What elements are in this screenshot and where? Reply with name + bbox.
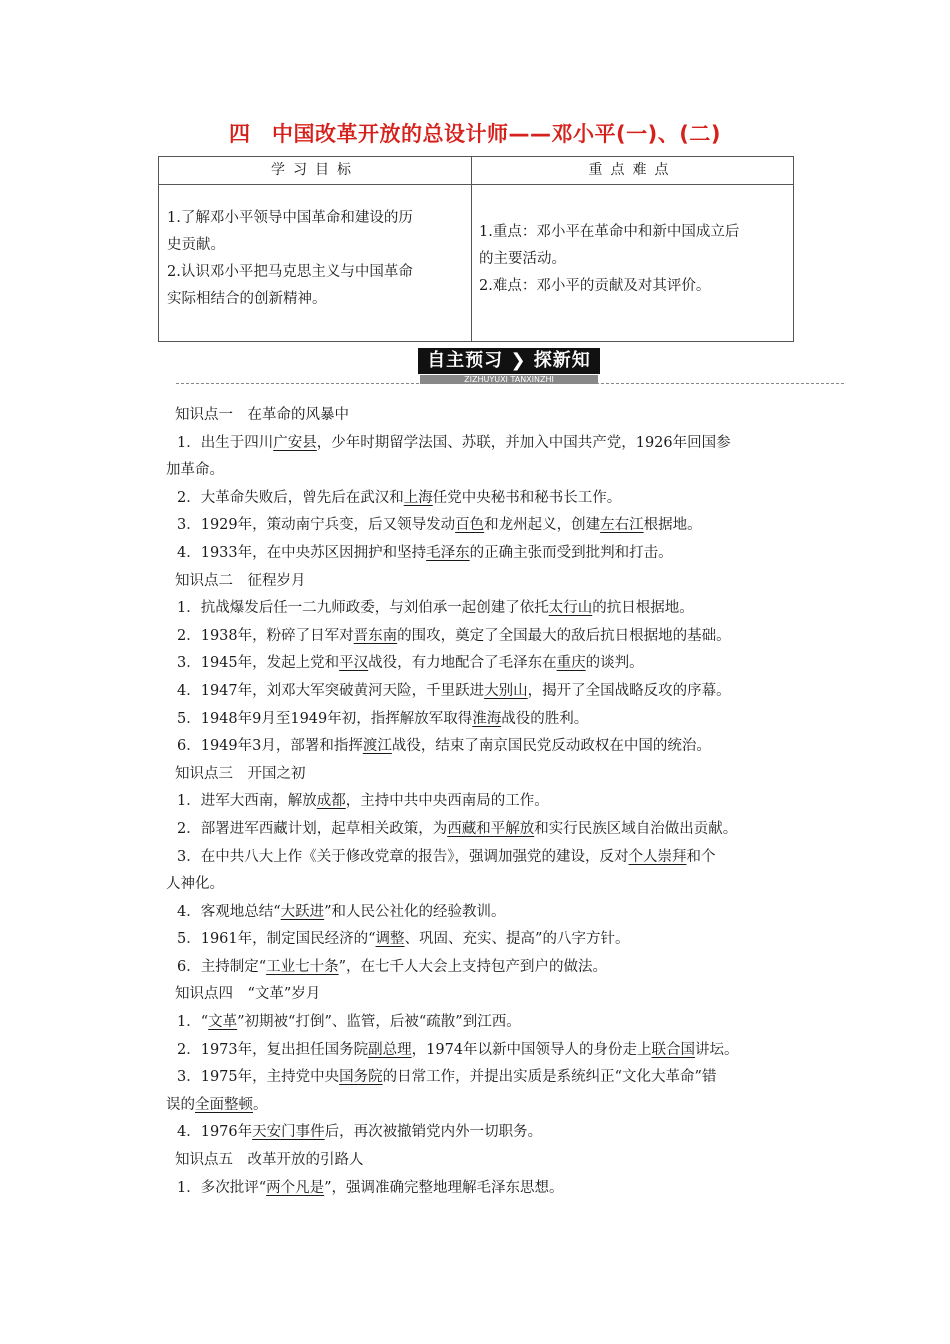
item-text: 6．1949年3月，部署和指挥 [177, 738, 363, 755]
item-text: 2．1973年，复出担任国务院 [177, 1041, 369, 1058]
answer-blank: 百色 [455, 517, 485, 534]
knowledge-item-line [166, 678, 806, 706]
item-text: 2．大革命失败后，曾先后在武汉和 [177, 489, 404, 506]
item-text: 1．出生于四川 [177, 434, 274, 451]
item-text: 讲坛。 [695, 1041, 739, 1058]
answer-blank: 文革 [208, 1014, 238, 1031]
answer-blank: 大别山 [484, 682, 528, 699]
answer-blank: 西藏和平解放 [447, 820, 535, 837]
item-text: 1．抗战爆发后任一二九师政委，与刘伯承一起创建了依托 [177, 600, 549, 617]
item-text: 和实行民族区域自治做出贡献。 [534, 820, 738, 837]
item-text: 和龙州起义，创建 [484, 517, 601, 534]
key-point-line: 1.重点：邓小平在革命中和新中国成立后 [479, 224, 740, 240]
answer-blank: 成都 [316, 793, 346, 810]
item-text: 任党中央秘书和秘书长工作。 [432, 489, 622, 506]
knowledge-item-line [166, 1037, 806, 1065]
answer-blank: 广安县 [273, 434, 317, 451]
knowledge-item-line [166, 1064, 806, 1092]
knowledge-point-heading: 知识点五 改革开放的引路人 [175, 1152, 364, 1169]
knowledge-item-line [166, 899, 806, 927]
item-text: ”初期被“打倒”、监管，后被“疏散”到江西。 [237, 1014, 521, 1031]
section-label: 自主预习 ❯ 探新知 [418, 348, 600, 374]
knowledge-item-line [166, 623, 806, 651]
item-text: 的正确主张而受到批判和打击。 [469, 544, 673, 561]
item-text: 2．1938年，粉碎了日军对 [177, 627, 354, 644]
answer-blank: 毛泽东 [426, 544, 470, 561]
answer-blank: 重庆 [556, 655, 586, 672]
key-point-line: 2.难点：邓小平的贡献及对其评价。 [479, 278, 711, 294]
item-text: ”和人民公社化的经验教训。 [324, 903, 506, 920]
item-text: ”，在七千人大会上支持包产到户的做法。 [338, 958, 608, 975]
knowledge-item-line [166, 706, 806, 734]
item-text: ，主持中共中央西南局的工作。 [345, 793, 549, 810]
answer-blank: 两个凡是 [266, 1179, 325, 1196]
item-text: 。 [253, 1096, 268, 1113]
goals-cell [167, 205, 467, 313]
item-text: 3．在中共八大上作《关于修改党章的报告》，强调加强党的建设，反对 [177, 848, 629, 865]
item-text: 的谈判。 [585, 655, 644, 672]
item-text: 3．1929年，策动南宁兵变，后又领导发动 [177, 517, 456, 534]
item-text: 战役，有力地配合了毛泽东在 [368, 655, 557, 672]
answer-blank: 晋东南 [353, 627, 398, 644]
answer-blank: 副总理 [368, 1041, 412, 1058]
goals-table [158, 156, 794, 342]
goal-line: 2.认识邓小平把马克思主义与中国革命 [167, 264, 413, 280]
knowledge-item-line [166, 926, 806, 954]
knowledge-point-heading: 知识点三 开国之初 [175, 765, 306, 782]
knowledge-item-line [166, 733, 806, 761]
section-banner [176, 348, 844, 388]
knowledge-item-line [166, 1092, 806, 1120]
item-text: 5．1948年9月至1949年初，指挥解放军取得 [177, 710, 473, 727]
item-text: ，1974年以新中国领导人的身份走上 [411, 1041, 652, 1058]
item-text: ”，强调准确完整地理解毛泽东思想。 [324, 1179, 564, 1196]
goals-header: 学习目标 [159, 157, 471, 185]
item-text: 的抗日根据地。 [592, 600, 694, 617]
answer-blank: 天安门事件 [252, 1124, 325, 1141]
answer-blank: 左右江 [600, 517, 644, 534]
goal-line: 实际相结合的创新精神。 [167, 291, 327, 307]
knowledge-item-line [166, 871, 806, 899]
answer-blank: 平汉 [339, 655, 369, 672]
item-text: 和个 [686, 848, 716, 865]
knowledge-item-line [166, 485, 806, 513]
item-text: 4．1933年，在中央苏区因拥护和坚持 [177, 544, 427, 561]
item-text: 人神化。 [166, 876, 224, 893]
item-text: 4．1976年 [177, 1124, 253, 1141]
item-text: 2．部署进军西藏计划，起草相关政策，为 [177, 820, 448, 837]
knowledge-item-line [166, 954, 806, 982]
item-text: 4．1947年，刘邓大军突破黄河天险，千里跃进 [177, 682, 485, 699]
answer-blank: 调整 [375, 931, 405, 948]
answer-blank: 上海 [403, 489, 433, 506]
item-text: 5．1961年，制定国民经济的“ [177, 931, 376, 948]
knowledge-item-line [166, 457, 806, 485]
key-point-line: 的主要活动。 [479, 251, 566, 267]
answer-blank: 大跃进 [280, 903, 325, 920]
item-text: 3．1975年，主持党中央 [177, 1069, 340, 1086]
item-text: 加革命。 [166, 462, 224, 479]
item-text: 的日常工作，并提出实质是系统纠正“文化大革命”错 [382, 1069, 717, 1086]
knowledge-item-line [166, 1175, 806, 1203]
item-text: 的围攻，奠定了全国最大的敌后抗日根据地的基础。 [397, 627, 731, 644]
answer-blank: 个人崇拜 [628, 848, 687, 865]
knowledge-item-line [166, 1009, 806, 1037]
item-text: 、巩固、充实、提高”的八字方针。 [404, 931, 630, 948]
goal-line: 史贡献。 [167, 237, 225, 253]
item-text: 后，再次被撤销党内外一切职务。 [324, 1124, 543, 1141]
goal-line: 1.了解邓小平领导中国革命和建设的历 [167, 210, 413, 226]
knowledge-item-line [166, 540, 806, 568]
item-text: 根据地。 [643, 517, 702, 534]
item-text: 1．多次批评“ [177, 1179, 267, 1196]
item-text: 1．进军大西南，解放 [177, 793, 317, 810]
item-text: 误的 [166, 1096, 195, 1113]
item-text: 6．主持制定“ [177, 958, 267, 975]
knowledge-item-line [166, 595, 806, 623]
key-points-cell [479, 219, 791, 300]
answer-blank: 太行山 [548, 600, 593, 617]
knowledge-point-heading: 知识点二 征程岁月 [175, 572, 306, 589]
item-text: 战役的胜利。 [501, 710, 589, 727]
item-text: 战役，结束了南京国民党反动政权在中国的统治。 [391, 738, 711, 755]
knowledge-point-heading: 知识点一 在革命的风暴中 [175, 407, 349, 423]
section-pinyin: ZIZHUYUXI TANXINZHI [420, 375, 598, 384]
knowledge-point-heading: 知识点四 “文革”岁月 [175, 986, 321, 1003]
answer-blank: 工业七十条 [266, 958, 339, 975]
content-body [166, 402, 806, 1202]
answer-blank: 全面整顿 [195, 1096, 253, 1113]
answer-blank: 国务院 [339, 1069, 383, 1086]
knowledge-item-line [166, 512, 806, 540]
answer-blank: 联合国 [651, 1041, 696, 1058]
knowledge-item-line [166, 430, 806, 458]
item-text: ，揭开了全国战略反攻的序幕。 [527, 682, 731, 699]
item-text: 4．客观地总结“ [177, 903, 281, 920]
table-divider [471, 157, 472, 341]
item-text: ，少年时期留学法国、苏联，并加入中国共产党，1926年回国参 [316, 434, 731, 451]
knowledge-item-line [166, 1119, 806, 1147]
knowledge-item-line [166, 844, 806, 872]
answer-blank: 渡江 [362, 738, 392, 755]
lesson-title: 四 中国改革开放的总设计师——邓小平(一)、(二) [229, 122, 721, 146]
knowledge-item-line [166, 650, 806, 678]
answer-blank: 淮海 [472, 710, 502, 727]
knowledge-item-line [166, 816, 806, 844]
knowledge-item-line [166, 788, 806, 816]
key-points-header: 重点难点 [472, 157, 793, 185]
item-text: 3．1945年，发起上党和 [177, 655, 340, 672]
item-text: 1．“ [177, 1014, 209, 1031]
